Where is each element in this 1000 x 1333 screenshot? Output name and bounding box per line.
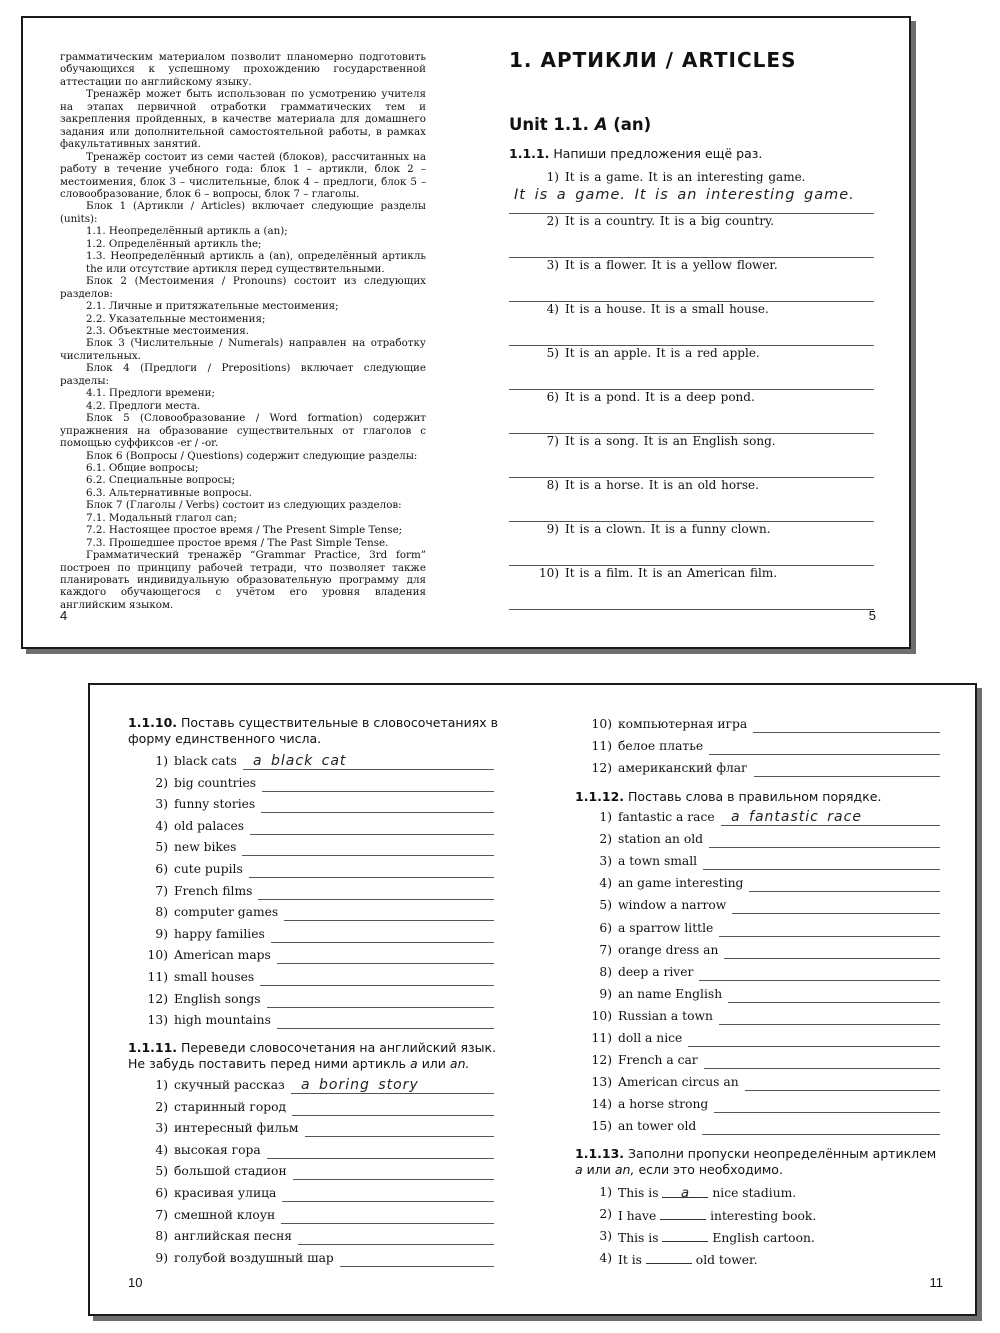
item-phrase: высокая гора	[174, 1142, 261, 1157]
item-number: 11)	[591, 1031, 612, 1045]
item-number: 12)	[591, 1053, 612, 1068]
unit-paren: (an)	[613, 115, 652, 134]
list-item	[575, 717, 940, 738]
item-number: 13)	[147, 1013, 168, 1028]
sentence-row	[509, 346, 874, 390]
sentence-start: I have	[618, 1209, 657, 1223]
answer-line[interactable]	[709, 847, 940, 848]
item-number: 9)	[546, 522, 559, 536]
sentence-row	[509, 302, 874, 346]
exercise-title	[128, 1040, 498, 1072]
sentence-row	[509, 522, 874, 566]
item-phrase: station an old	[618, 832, 704, 847]
answer-line[interactable]	[277, 1028, 494, 1029]
intro-paragraph: 1.1. Неопределённый артикль a (an);	[86, 225, 288, 238]
item-phrase: a sparrow little	[618, 920, 714, 935]
item-phrase: window a narrow	[618, 898, 727, 913]
intro-paragraph: Блок 2 (Местоимения / Pronouns) состоит из следующих разделов:	[60, 275, 426, 300]
intro-paragraph: 1.3. Неопределённый артикль a (an), определённый артикль the или отсутствие артикля перед существительными.	[86, 250, 426, 275]
answer-line[interactable]	[688, 1046, 940, 1047]
item-phrase: new bikes	[174, 840, 237, 855]
item-number: 2)	[155, 775, 168, 790]
exercise-title	[575, 789, 945, 805]
sentence-end: English cartoon.	[712, 1231, 815, 1245]
answer-line[interactable]	[719, 936, 940, 937]
list-item	[575, 987, 940, 1008]
item-phrase: компьютерная игра	[618, 717, 748, 731]
sentence-start: This is	[618, 1231, 659, 1245]
list-item	[575, 761, 940, 782]
answer-line[interactable]	[732, 913, 940, 914]
item-number: 5)	[155, 1164, 168, 1179]
gap-fill-item	[575, 1185, 940, 1206]
intro-paragraph: 6.1. Общие вопросы;	[86, 461, 199, 474]
answer-line[interactable]	[745, 1090, 940, 1091]
item-phrase: happy families	[174, 926, 265, 941]
exercise-number: 1.1.13.	[575, 1146, 625, 1161]
gap-fill-item	[575, 1251, 940, 1272]
section-heading: 1. АРТИКЛИ / ARTICLES	[509, 48, 797, 72]
answer-line[interactable]	[261, 812, 494, 813]
item-phrase: French a car	[618, 1053, 698, 1068]
list-item	[575, 965, 940, 986]
unit-article: A	[594, 115, 608, 134]
list-item	[575, 739, 940, 760]
intro-paragraph: Блок 5 (Словообразование / Word formation) содержит упражнения на образование существительных от глаголов с помощью суффиксов -er / -or.	[60, 412, 426, 450]
unit-title	[509, 115, 651, 134]
item-phrase: funny stories	[174, 797, 256, 812]
item-phrase: английская песня	[174, 1229, 293, 1244]
list-item	[128, 1143, 494, 1164]
exercise-title	[509, 146, 762, 162]
answer-line[interactable]	[249, 877, 494, 878]
sentence-text: It is a game. It is an interesting game.	[565, 170, 806, 184]
handwritten-answer: It is a game. It is an interesting game.	[514, 187, 855, 203]
page-11	[534, 685, 977, 1314]
answer-line[interactable]	[262, 791, 494, 792]
item-phrase: big countries	[174, 775, 257, 790]
list-item	[128, 884, 494, 905]
item-phrase: интересный фильм	[174, 1121, 299, 1136]
item-phrase: a horse strong	[618, 1097, 709, 1112]
list-item	[128, 1251, 494, 1272]
intro-text	[60, 51, 426, 611]
list-item	[575, 1097, 940, 1118]
list-item	[575, 1075, 940, 1096]
list-item	[575, 1119, 940, 1140]
item-phrase: старинный город	[174, 1099, 287, 1114]
exercise-1111	[128, 1040, 498, 1072]
item-phrase: American circus an	[618, 1075, 739, 1090]
intro-paragraph: Тренажёр состоит из семи частей (блоков), рассчитанных на работу в течение учебного года: блок 1 – артикли, блок 2 – местоимения, блок 3 – числительные, блок 4 – предлоги, блок 5 – словообразование, блок 6 – вопросы, блок 7 – глаголы.	[60, 150, 426, 200]
answer-line[interactable]	[267, 1158, 494, 1159]
item-number: 6)	[155, 862, 168, 876]
item-number: 3)	[546, 258, 559, 272]
sentence-row	[509, 434, 874, 478]
item-number: 12)	[591, 761, 612, 775]
spread-pages-10-11	[88, 683, 977, 1316]
list-item	[128, 927, 494, 948]
answer-line[interactable]	[704, 1068, 940, 1069]
intro-paragraph: 2.1. Личные и притяжательные местоимения;	[86, 300, 339, 313]
item-number: 5)	[546, 346, 559, 360]
list-item	[575, 876, 940, 897]
item-number: 8)	[155, 905, 168, 920]
intro-paragraph: Блок 7 (Глаголы / Verbs) состоит из следующих разделов:	[86, 499, 402, 512]
sentence-text: It is a flower. It is a yellow flower.	[565, 258, 778, 272]
item-number: 1)	[546, 170, 559, 184]
gap-blank[interactable]	[660, 1207, 706, 1220]
item-number: 4)	[599, 1251, 612, 1265]
sentence-start: It is	[618, 1253, 642, 1267]
sentence-end: nice stadium.	[712, 1186, 797, 1200]
item-number: 9)	[155, 926, 168, 941]
answer-line[interactable]	[714, 1112, 940, 1113]
item-number: 11)	[591, 739, 612, 753]
exercise-1112	[575, 789, 945, 805]
list-item	[128, 819, 494, 840]
intro-paragraph: Блок 3 (Числительные / Numerals) направлен на отработку числительных.	[60, 337, 426, 362]
exercise-number: 1.1.12.	[575, 789, 625, 804]
item-number: 8)	[546, 478, 559, 492]
item-number: 15)	[591, 1119, 612, 1134]
item-phrase: orange dress an	[618, 942, 719, 957]
intro-paragraph: 6.2. Специальные вопросы;	[86, 474, 236, 487]
list-item	[128, 905, 494, 926]
answer-line[interactable]	[702, 1134, 940, 1135]
gap-blank[interactable]	[662, 1185, 708, 1201]
gap-sentence	[618, 1207, 816, 1223]
item-number: 6)	[599, 920, 612, 935]
item-phrase: French films	[174, 883, 253, 898]
item-number: 10)	[591, 1008, 612, 1023]
gap-fill-item	[575, 1229, 940, 1250]
intro-paragraph: 1.2. Определённый артикль the;	[86, 237, 262, 250]
item-phrase: американский флаг	[618, 761, 748, 775]
list-item	[128, 1121, 494, 1142]
answer-line[interactable]	[284, 920, 494, 921]
exercise-number: 1.1.11.	[128, 1040, 178, 1055]
intro-paragraph: 2.3. Объектные местоимения.	[86, 324, 249, 337]
sentence-text: It is a pond. It is a deep pond.	[565, 390, 755, 404]
item-phrase: большой стадион	[174, 1164, 287, 1179]
list-item	[575, 854, 940, 875]
answer-line[interactable]	[267, 1007, 494, 1008]
item-number: 7)	[155, 1207, 168, 1222]
gap-blank[interactable]	[646, 1251, 692, 1264]
page-number: 4	[60, 608, 68, 623]
answer-line[interactable]	[703, 869, 940, 870]
sentence-text: It is a house. It is a small house.	[565, 302, 769, 316]
item-number: 6)	[155, 1186, 168, 1200]
item-number: 1)	[155, 1078, 168, 1092]
item-phrase: скучный рассказ	[174, 1078, 285, 1092]
intro-paragraph: 7.3. Прошедшее простое время / The Past Simple Tense.	[86, 536, 389, 549]
item-phrase: old palaces	[174, 818, 245, 833]
item-number: 3)	[599, 854, 612, 869]
list-item	[128, 1013, 494, 1034]
answer-line[interactable]	[699, 980, 940, 981]
answer-line[interactable]	[709, 754, 940, 755]
list-item	[575, 921, 940, 942]
sentence-row	[509, 214, 874, 258]
item-phrase: смешной клоун	[174, 1207, 276, 1222]
exercise-1113	[575, 1146, 945, 1178]
intro-paragraph: 7.1. Модальный глагол can;	[86, 511, 237, 524]
item-phrase: high mountains	[174, 1013, 271, 1028]
sentence-row	[509, 258, 874, 302]
list-item	[128, 1229, 494, 1250]
item-number: 14)	[591, 1097, 612, 1112]
item-number: 8)	[155, 1229, 168, 1244]
item-phrase: голубой воздушный шар	[174, 1250, 334, 1265]
item-phrase: computer games	[174, 905, 279, 920]
answer-line[interactable]	[719, 1024, 940, 1025]
intro-paragraph: Тренажёр может быть использован по усмотрению учителя на этапах первичной отработки грамматических тем и закрепления пройденных, в качестве материала для домашнего задания или дополнительной самостоятельной работы, в рамках факультативных занятий.	[60, 88, 426, 151]
exercise-instruction: Поставь слова в правильном порядке.	[628, 789, 882, 804]
answer-line[interactable]	[271, 942, 494, 943]
item-number: 3)	[155, 797, 168, 812]
item-number: 5)	[155, 840, 168, 855]
answer-line[interactable]	[242, 855, 494, 856]
answer-line[interactable]	[305, 1136, 494, 1137]
item-phrase: белое платье	[618, 739, 704, 753]
item-number: 8)	[599, 964, 612, 979]
list-item	[128, 1208, 494, 1229]
list-item	[575, 1053, 940, 1074]
intro-paragraph: Грамматический тренажёр “Grammar Practice, 3rd form” построен по принципу рабочей тетради, что позволяет также планировать индивидуальную образовательную программу для каждого обучающегося с учётом его уровня владения английским языком.	[60, 549, 426, 611]
item-number: 4)	[155, 818, 168, 833]
intro-paragraph: 2.2. Указательные местоимения;	[86, 312, 266, 325]
answer-line[interactable]	[282, 1201, 494, 1202]
item-phrase: deep a river	[618, 964, 694, 979]
sentence-text: It is a film. It is an American film.	[565, 566, 778, 580]
list-item	[128, 1078, 494, 1099]
answer-line[interactable]	[243, 769, 494, 770]
item-phrase: an name English	[618, 986, 723, 1001]
item-phrase: красивая улица	[174, 1186, 277, 1200]
exercise-number: 1.1.1.	[509, 146, 550, 161]
item-phrase: an tower old	[618, 1119, 697, 1134]
handwritten-answer: a black cat	[253, 753, 347, 769]
item-number: 13)	[591, 1075, 612, 1090]
item-phrase: small houses	[174, 970, 255, 984]
list-item	[575, 1031, 940, 1052]
list-item	[128, 797, 494, 818]
unit-label: Unit 1.1.	[509, 115, 589, 134]
item-number: 7)	[546, 434, 559, 448]
list-item	[128, 840, 494, 861]
list-item	[575, 943, 940, 964]
list-item	[575, 898, 940, 919]
item-number: 3)	[599, 1229, 612, 1243]
exercise-instruction: Напиши предложения ещё раз.	[553, 146, 763, 161]
item-number: 2)	[546, 214, 559, 228]
page-number: 5	[868, 608, 876, 623]
item-number: 4)	[546, 302, 559, 316]
intro-paragraph: Блок 6 (Вопросы / Questions) содержит следующие разделы:	[86, 449, 418, 462]
article-a: a	[575, 1162, 583, 1177]
item-number: 10)	[147, 948, 168, 963]
answer-line[interactable]	[277, 963, 494, 964]
answer-line[interactable]	[293, 1179, 494, 1180]
intro-paragraph: Блок 4 (Предлоги / Prepositions) включает следующие разделы:	[60, 362, 426, 387]
exercise-number: 1.1.10.	[128, 715, 178, 730]
word-or: или	[586, 1162, 611, 1177]
exercise-instruction: Переведи словосочетания на английский язык. Не забудь поставить перед ними артикль	[128, 1040, 497, 1071]
intro-paragraph: грамматическим материалом позволит планомерно подготовить обучающихся к успешному прохождению государственной аттестации по английскому языку.	[60, 51, 426, 88]
gap-sentence	[618, 1185, 796, 1200]
page-5	[468, 18, 911, 647]
sentence-row	[509, 478, 874, 522]
item-number: 10)	[539, 566, 559, 580]
sentence-text: It is a song. It is an English song.	[565, 434, 776, 448]
exercise-1110	[128, 715, 498, 747]
item-phrase: an game interesting	[618, 876, 744, 891]
answer-line[interactable]	[753, 732, 940, 733]
item-number: 2)	[599, 1207, 612, 1221]
intro-paragraph: 7.2. Настоящее простое время / The Present Simple Tense;	[86, 524, 403, 537]
answer-line[interactable]	[250, 834, 494, 835]
list-item	[128, 1164, 494, 1185]
answer-line[interactable]	[754, 776, 940, 777]
item-number: 11)	[147, 970, 168, 984]
handwritten-answer: a boring story	[301, 1077, 419, 1093]
answer-line[interactable]	[721, 825, 940, 826]
item-phrase: a town small	[618, 854, 698, 869]
answer-line[interactable]	[724, 958, 940, 959]
exercise-title	[128, 715, 498, 747]
sentence-row	[509, 390, 874, 434]
gap-blank[interactable]	[662, 1229, 708, 1242]
handwritten-answer: a fantastic race	[731, 809, 862, 825]
list-item	[128, 754, 494, 775]
answer-line[interactable]	[728, 1002, 940, 1003]
list-item	[128, 862, 494, 883]
intro-paragraph: 4.2. Предлоги места.	[86, 399, 201, 412]
intro-paragraph: 6.3. Альтернативные вопросы.	[86, 486, 252, 499]
spread-pages-4-5	[21, 16, 911, 649]
item-number: 9)	[155, 1250, 168, 1265]
item-number: 4)	[155, 1142, 168, 1157]
gap-fill-item	[575, 1207, 940, 1228]
gap-sentence	[618, 1229, 815, 1245]
item-phrase: English songs	[174, 991, 261, 1006]
list-item	[575, 810, 940, 831]
page-number: 11	[929, 1275, 943, 1290]
answer-line[interactable]	[340, 1266, 494, 1267]
exercise-instruction-end: если это необходимо.	[638, 1162, 783, 1177]
item-number: 10)	[591, 717, 612, 731]
item-number: 1)	[599, 1185, 612, 1199]
exercise-title	[575, 1146, 945, 1178]
page-4	[23, 18, 468, 647]
page-10	[90, 685, 534, 1314]
intro-paragraph: Блок 1 (Артикли / Articles) включает следующие разделы (units):	[60, 200, 426, 225]
answer-line[interactable]	[292, 1115, 494, 1116]
article-an: an.	[449, 1056, 470, 1071]
answer-line[interactable]	[291, 1093, 494, 1094]
exercise-instruction: Заполни пропуски неопределённым артиклем	[628, 1146, 937, 1161]
handwritten-answer: a	[680, 1185, 691, 1201]
answer-line[interactable]	[258, 899, 494, 900]
item-number: 7)	[599, 942, 612, 957]
answer-line[interactable]	[749, 891, 940, 892]
item-phrase: black cats	[174, 754, 237, 768]
item-phrase: American maps	[174, 948, 271, 963]
item-phrase: Russian a town	[618, 1008, 713, 1023]
sentence-start: This is	[618, 1186, 659, 1200]
sentence-row	[509, 566, 874, 610]
item-number: 12)	[147, 991, 168, 1006]
item-phrase: doll a nice	[618, 1031, 683, 1045]
sentence-end: interesting book.	[710, 1209, 817, 1223]
sentence-text: It is a country. It is a big country.	[565, 214, 775, 228]
gap-sentence	[618, 1251, 758, 1267]
item-number: 1)	[155, 754, 168, 768]
item-phrase: cute pupils	[174, 862, 243, 876]
item-phrase: fantastic a race	[618, 810, 715, 824]
sentence-text: It is an apple. It is a red apple.	[565, 346, 760, 360]
item-number: 2)	[155, 1099, 168, 1114]
item-number: 1)	[599, 810, 612, 824]
item-number: 7)	[155, 883, 168, 898]
article-a: a	[410, 1056, 418, 1071]
list-item	[575, 1009, 940, 1030]
exercise-instruction: Поставь существительные в словосочетаниях в форму единственного числа.	[128, 715, 498, 746]
page-number: 10	[128, 1275, 143, 1290]
item-number: 2)	[599, 832, 612, 847]
list-item	[128, 992, 494, 1013]
intro-paragraph: 4.1. Предлоги времени;	[86, 387, 215, 400]
answer-line[interactable]	[260, 985, 494, 986]
answer-line[interactable]	[281, 1223, 494, 1224]
word-or: или	[421, 1056, 446, 1071]
list-item	[128, 1100, 494, 1121]
list-item	[128, 776, 494, 797]
item-number: 6)	[546, 390, 559, 404]
sentence-text: It is a clown. It is a funny clown.	[565, 522, 771, 536]
sentence-end: old tower.	[695, 1253, 758, 1267]
article-an: an,	[614, 1162, 635, 1177]
item-number: 9)	[599, 986, 612, 1001]
list-item	[128, 948, 494, 969]
list-item	[128, 1186, 494, 1207]
item-number: 4)	[599, 876, 612, 891]
item-number: 3)	[155, 1121, 168, 1136]
list-item	[128, 970, 494, 991]
answer-line[interactable]	[298, 1244, 494, 1245]
item-number: 5)	[599, 898, 612, 913]
list-item	[575, 832, 940, 853]
sentence-text: It is a horse. It is an old horse.	[565, 478, 759, 492]
